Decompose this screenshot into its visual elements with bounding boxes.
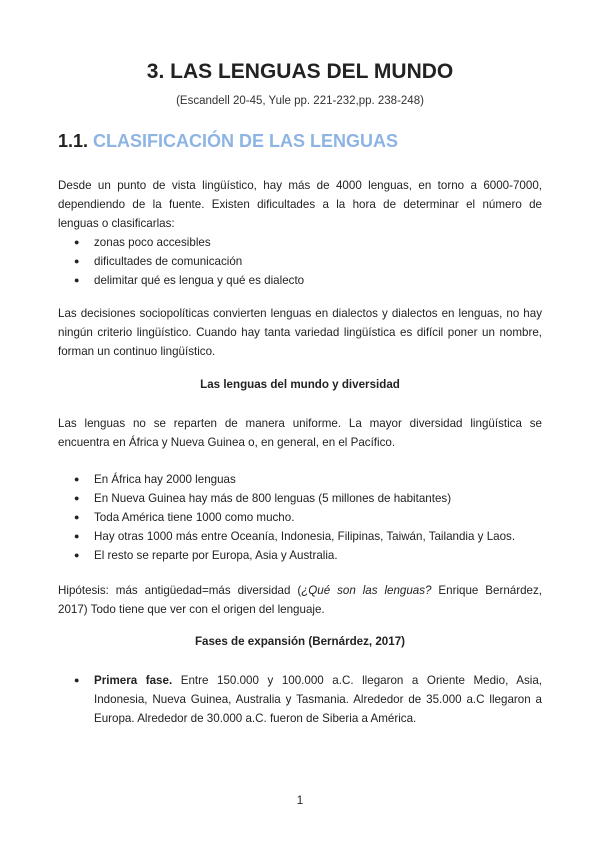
intro-line: dependiendo de la fuente. Existen dificultades a la hora de determinar el número de	[58, 198, 542, 211]
phases-list	[58, 671, 542, 728]
page-title: 3. LAS LENGUAS DEL MUNDO	[146, 60, 454, 83]
phases-heading: Fases de expansión (Bernárdez, 2017)	[194, 635, 406, 648]
phase-text: Entre 150.000 y 100.000 a.C. llegaron a Oriente Medio, Asia,	[172, 674, 542, 687]
list-item	[58, 671, 542, 728]
list-item: ● zonas poco accesibles	[58, 233, 542, 252]
phase-line	[94, 671, 542, 690]
diversity-paragraph	[58, 414, 542, 452]
page-subtitle: (Escandell 20-45, Yule pp. 221-232,pp. 238-248)	[176, 95, 424, 107]
section-title: CLASIFICACIÓN DE LAS LENGUAS	[93, 131, 399, 151]
paragraph-line: Las decisiones sociopolíticas convierten lenguas en dialectos y dialectos en lenguas, no hay	[58, 307, 542, 320]
section-heading	[58, 131, 398, 152]
list-item: ● dificultades de comunicación	[58, 252, 542, 271]
paragraph-line: forman un continuo lingüístico.	[58, 345, 216, 358]
sociopolitics-paragraph	[58, 304, 542, 361]
difficulties-list	[58, 233, 542, 290]
intro-paragraph	[58, 176, 542, 233]
paragraph-line: ningún criterio lingüístico. Cuando hay tanta variedad lingüística es difícil poner un nombre,	[58, 326, 542, 339]
intro-line: lenguas o clasificarlas:	[58, 217, 175, 230]
page-number: 1	[296, 794, 304, 807]
list-item: ● En África hay 2000 lenguas	[58, 470, 542, 489]
list-item: ● El resto se reparte por Europa, Asia y Australia.	[58, 546, 542, 565]
hypothesis-line-2: 2017) Todo tiene que ver con el origen del lenguaje.	[58, 603, 325, 616]
phase-line: Indonesia, Nueva Guinea, Australia y Tasmania. Alrededor de 35.000 a.C llegaron a	[94, 693, 542, 706]
hypothesis-line	[58, 581, 542, 600]
paragraph-line: encuentra en África y Nueva Guinea o, en general, en el Pacífico.	[58, 436, 396, 449]
diversity-heading: Las lenguas del mundo y diversidad	[200, 378, 400, 391]
section-number: 1.1.	[58, 131, 89, 151]
hypothesis-text: Hipótesis: más antigüedad=más diversidad (	[58, 584, 302, 597]
list-item: ● Toda América tiene 1000 como mucho.	[58, 508, 542, 527]
hypothesis-author: Enrique Bernárdez,	[431, 584, 542, 597]
phase-line: Europa. Alrededor de 30.000 a.C. fueron de Siberia a América.	[94, 712, 417, 725]
hypothesis-paragraph	[58, 581, 542, 619]
book-title: ¿Qué son las lenguas?	[301, 584, 432, 597]
list-item: ● En Nueva Guinea hay más de 800 lenguas (5 millones de habitantes)	[58, 489, 542, 508]
phase-label: Primera fase.	[94, 674, 173, 687]
list-item: ● Hay otras 1000 más entre Oceanía, Indonesia, Filipinas, Taiwán, Tailandia y Laos.	[58, 527, 542, 546]
intro-line: Desde un punto de vista lingüístico, hay más de 4000 lenguas, en torno a 6000-7000,	[58, 179, 542, 192]
list-item: ● delimitar qué es lengua y qué es dialecto	[58, 271, 542, 290]
paragraph-line: Las lenguas no se reparten de manera uniforme. La mayor diversidad lingüística se	[58, 417, 542, 430]
distribution-list	[58, 470, 542, 565]
